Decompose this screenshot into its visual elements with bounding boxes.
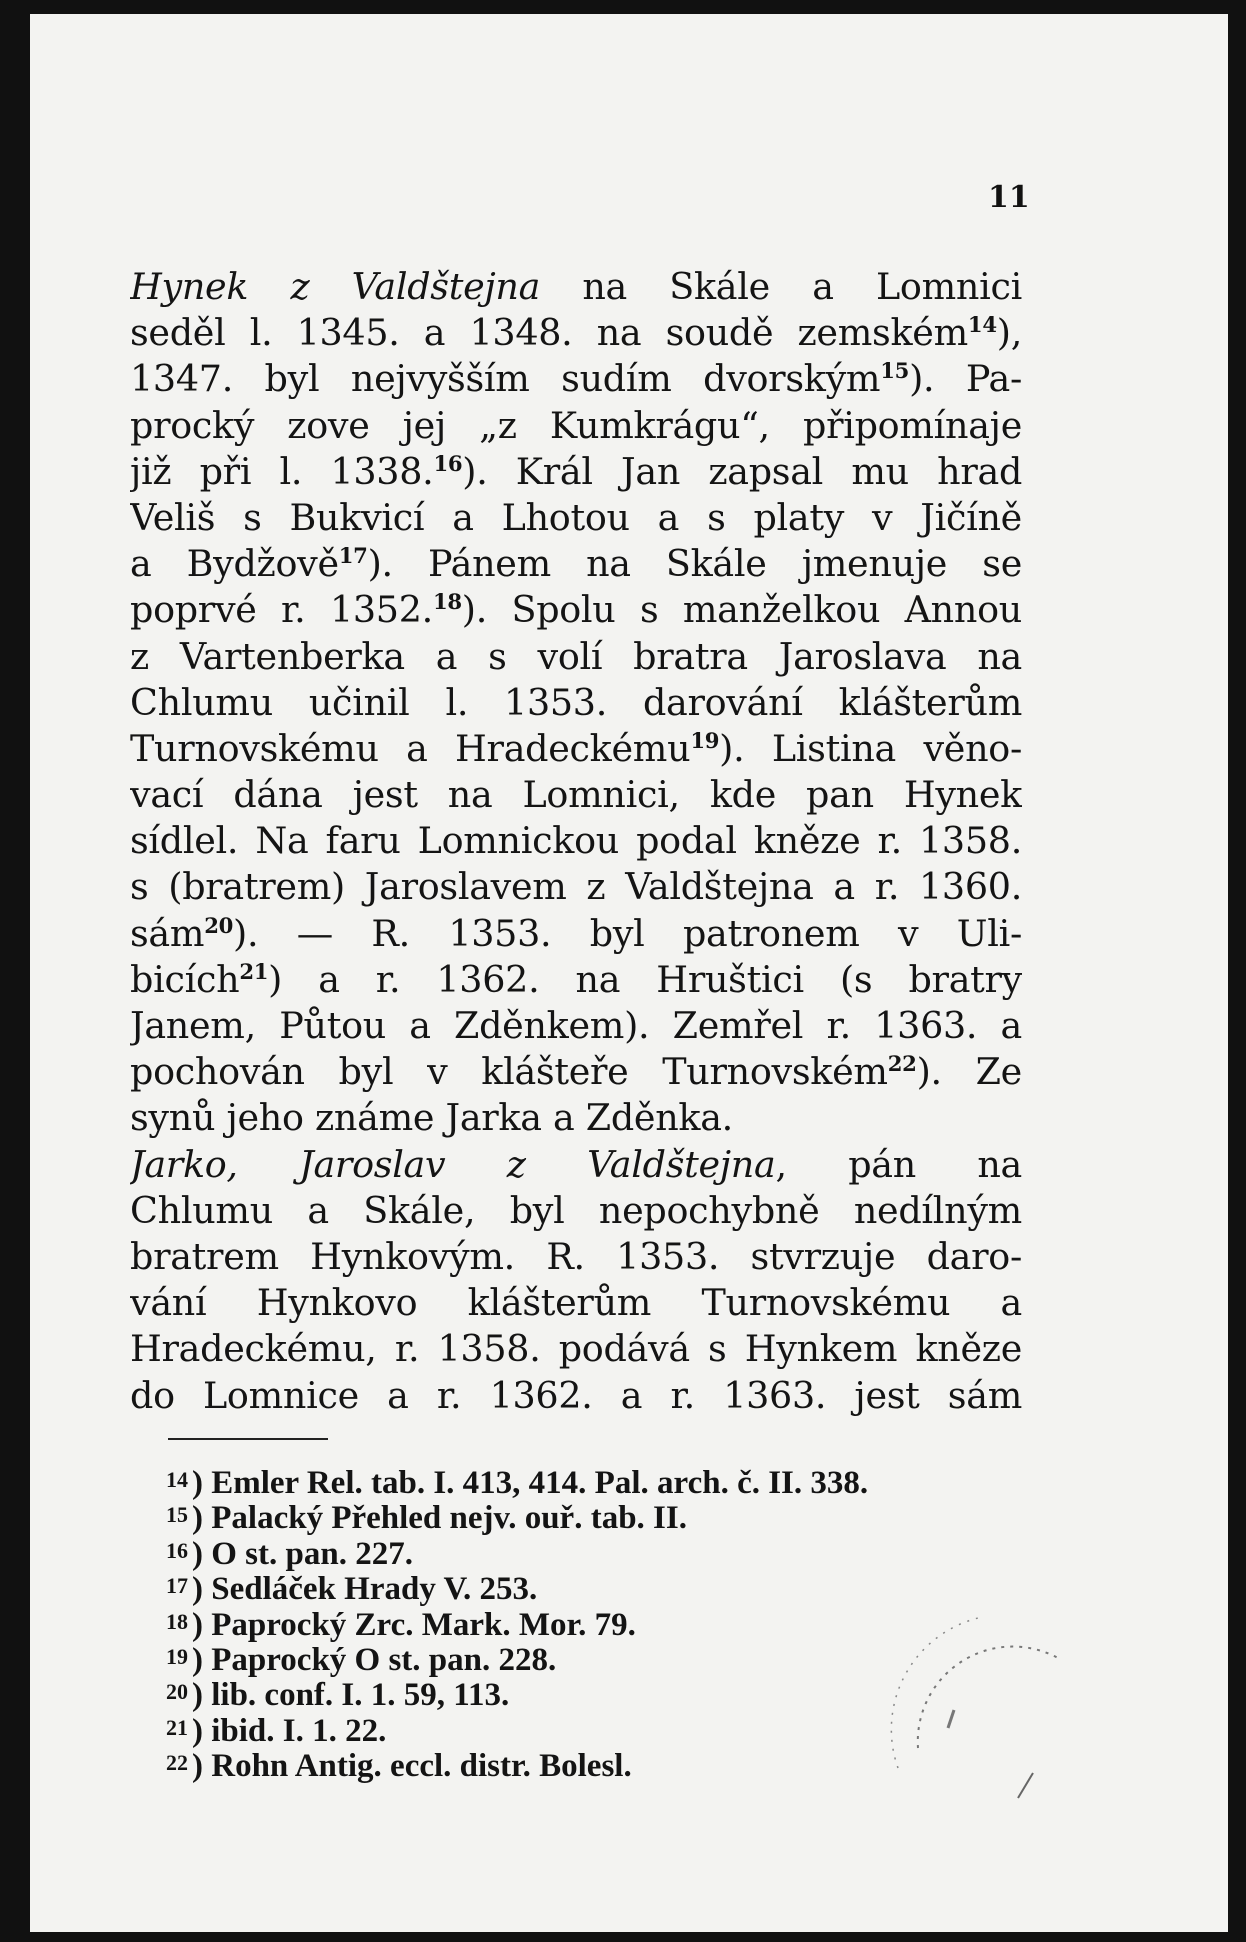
text-line	[130, 1049, 1022, 1095]
footnote-text: ) Sedláček Hrady V. 253.	[192, 1571, 538, 1608]
text-line	[130, 449, 1022, 495]
footnote-reference: 16	[433, 450, 463, 476]
text-run: seděl l. 1345. a 1348. na soudě zemském	[130, 311, 968, 355]
text-line	[130, 911, 1022, 957]
footnote-text: ) O st. pan. 227.	[192, 1535, 413, 1572]
text-line	[130, 957, 1022, 1003]
text-run: Veliš s Bukvicí a Lhotou a s platy v Jičíně	[130, 495, 1022, 539]
footnote-reference: 20	[204, 912, 234, 938]
text-run: ),	[996, 311, 1022, 355]
footnote-text: ) lib. conf. I. 1. 59, 113.	[192, 1677, 510, 1714]
text-line	[130, 1373, 1022, 1419]
text-run: ) a r. 1362. na Hruštici (s bratry	[268, 957, 1022, 1001]
text-line	[130, 495, 1022, 541]
text-line	[130, 634, 1022, 680]
text-run: Turnovskému a Hradeckému	[130, 726, 691, 770]
footnote-text: ) Emler Rel. tab. I. 413, 414. Pal. arch. č. II. 338.	[192, 1465, 869, 1501]
text-run: , pán na	[775, 1142, 1022, 1186]
footnote-reference: 15	[880, 358, 910, 384]
text-run: vání Hynkovo klášterům Turnovskému a	[130, 1281, 1022, 1325]
footnote-text: ) Rohn Antig. eccl. distr. Bolesl.	[192, 1748, 632, 1785]
footnote-text: ) Paprocký Zrc. Mark. Mor. 79.	[192, 1606, 636, 1643]
footnote-reference: 17	[338, 542, 368, 568]
text-run: bicích	[130, 957, 240, 1001]
text-run: sídlel. Na faru Lomnickou podal kněze r. 1358.	[130, 819, 1022, 863]
footnote	[166, 1533, 1026, 1572]
text-run: Chlumu učinil l. 1353. darování klášterům	[130, 680, 1022, 724]
footnote-number: 15	[166, 1502, 188, 1528]
footnote-text: ) ibid. I. 1. 22.	[192, 1712, 387, 1749]
text-run: 1347. byl nejvyšším sudím dvorským	[130, 357, 881, 401]
text-line	[130, 403, 1022, 449]
footnote-text: ) Paprocký O st. pan. 228.	[192, 1641, 557, 1678]
text-run: Hradeckému, r. 1358. podává s Hynkem kněze	[130, 1327, 1022, 1371]
text-line	[130, 1234, 1022, 1280]
text-run: bratrem Hynkovým. R. 1353. stvrzuje daro-	[130, 1234, 1022, 1278]
text-run: procký zove jej „z Kumkrágu“, připomínaje	[130, 403, 1022, 447]
text-run: do Lomnice a r. 1362. a r. 1363. jest sám	[130, 1373, 1022, 1417]
text-run: ). Pánem na Skále jmenuje se	[367, 542, 1022, 586]
text-line	[130, 356, 1022, 402]
text-run: vací dána jest na Lomnici, kde pan Hynek	[130, 773, 1022, 817]
text-run: ). Král Jan zapsal mu hrad	[462, 449, 1022, 493]
text-line	[130, 818, 1022, 864]
footnote-number: 18	[166, 1608, 188, 1634]
text-line	[130, 587, 1022, 633]
text-run: již při l. 1338.	[130, 449, 434, 493]
italic-name: Hynek z Valdštejna	[130, 265, 541, 308]
text-line	[130, 541, 1022, 587]
text-line	[130, 772, 1022, 818]
text-run: poprvé r. 1352.	[130, 588, 433, 632]
text-run: ). Pa-	[909, 357, 1022, 401]
footnote-number: 20	[166, 1679, 188, 1705]
footnote-reference: 14	[967, 312, 997, 338]
italic-name: Jarko, Jaroslav z Valdštejna	[130, 1142, 776, 1186]
text-line	[130, 264, 1022, 310]
text-line	[130, 1188, 1022, 1234]
footnote-text: ) Palacký Přehled nejv. ouř. tab. II.	[192, 1500, 687, 1537]
text-run: a Bydžově	[130, 542, 339, 586]
text-line	[130, 726, 1022, 772]
footnote-number: 22	[166, 1750, 188, 1776]
text-line	[130, 1326, 1022, 1372]
footnote	[166, 1462, 1026, 1501]
text-line	[130, 1095, 1022, 1141]
footnote-reference: 18	[432, 589, 462, 615]
main-text	[130, 264, 1022, 1419]
footnote-number: 19	[166, 1643, 188, 1669]
footnote	[166, 1497, 1026, 1537]
text-run: ). Listina věno-	[719, 726, 1022, 770]
footnote-reference: 19	[690, 727, 720, 753]
text-run: z Vartenberka a s volí bratra Jaroslava na	[130, 634, 1022, 678]
text-line	[130, 1280, 1022, 1326]
text-run: sám	[130, 911, 205, 955]
text-run: ). Spolu s manželkou Annou	[461, 588, 1022, 632]
footnote-number: 21	[166, 1714, 188, 1740]
text-line	[130, 1142, 1022, 1188]
footnote-number: 14	[166, 1467, 188, 1492]
text-line	[130, 310, 1022, 356]
text-line	[130, 680, 1022, 726]
footnote-reference: 21	[239, 958, 269, 984]
text-line	[130, 1003, 1022, 1049]
text-run: pochován byl v klášteře Turnovském	[130, 1050, 888, 1094]
footnote-reference: 22	[887, 1051, 917, 1077]
text-run: s (bratrem) Jaroslavem z Valdštejna a r. 1360.	[130, 865, 1022, 909]
text-run: Janem, Půtou a Zděnkem). Zemřel r. 1363. a	[130, 1004, 1022, 1047]
text-run: ). — R. 1353. byl patronem v Uli-	[233, 911, 1022, 955]
library-stamp-icon	[858, 1598, 1088, 1808]
footnote-separator	[168, 1438, 328, 1440]
page-number: 11	[988, 180, 1030, 215]
text-line	[130, 864, 1022, 910]
text-run: na Skále a Lomnici	[540, 265, 1022, 308]
text-run: synů jeho známe Jarka a Zděnka.	[130, 1096, 733, 1140]
footnote-number: 16	[166, 1537, 188, 1563]
text-run: ). Ze	[916, 1050, 1022, 1094]
text-run: Chlumu a Skále, byl nepochybně nedílným	[130, 1188, 1022, 1232]
footnote-number: 17	[166, 1573, 188, 1599]
